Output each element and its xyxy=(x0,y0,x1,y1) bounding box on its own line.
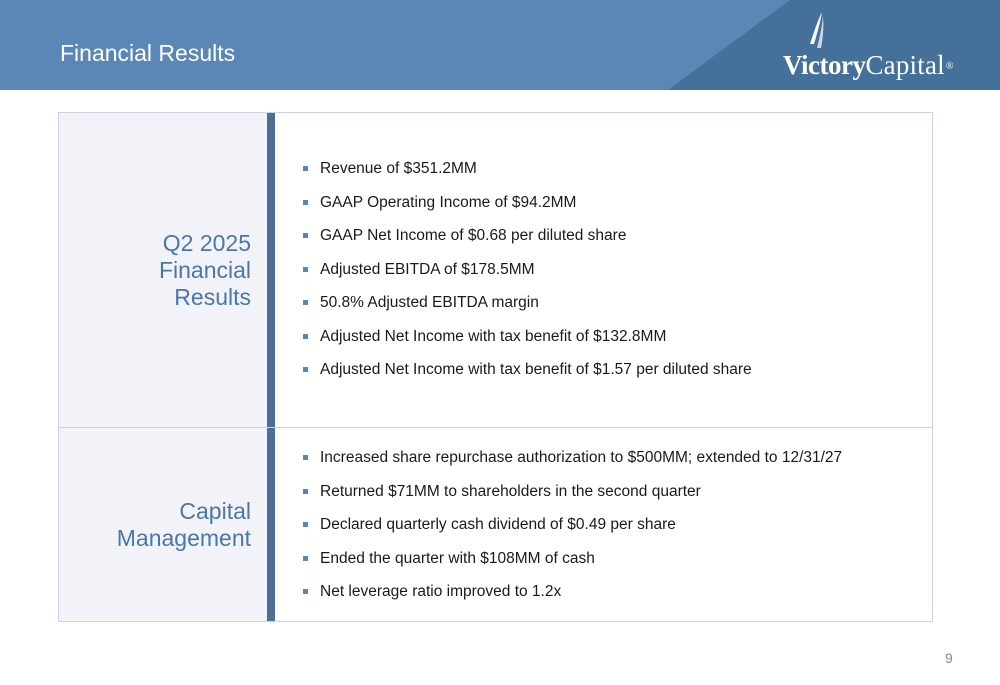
bullet-text: Revenue of $351.2MM xyxy=(320,160,477,177)
header-banner xyxy=(0,0,1000,90)
bullet-text: GAAP Operating Income of $94.2MM xyxy=(320,193,577,211)
square-bullet-icon xyxy=(303,455,308,460)
square-bullet-icon xyxy=(303,267,308,272)
bullet-text: Declared quarterly cash dividend of $0.49 per share xyxy=(320,516,676,533)
bullet-text: Ended the quarter with $108MM of cash xyxy=(320,549,595,567)
square-bullet-icon xyxy=(303,522,308,527)
registered-mark: ® xyxy=(945,61,954,72)
bullet-text: Adjusted EBITDA of $178.5MM xyxy=(320,260,535,278)
square-bullet-icon xyxy=(303,489,308,494)
section-label-line: Q2 2025 xyxy=(162,230,251,256)
page-number: 9 xyxy=(945,650,953,666)
bullet-item xyxy=(303,515,842,549)
bullet-list xyxy=(303,159,752,394)
section-label-cell xyxy=(59,113,267,427)
bullet-item xyxy=(303,327,752,361)
results-table xyxy=(58,112,933,622)
bullet-item xyxy=(303,260,752,294)
square-bullet-icon xyxy=(303,200,308,205)
section-label-line: Results xyxy=(174,284,251,310)
square-bullet-icon xyxy=(303,233,308,238)
section-label-cell xyxy=(59,428,267,621)
section-label xyxy=(159,230,251,311)
square-bullet-icon xyxy=(303,556,308,561)
section-accent-bar xyxy=(267,113,275,427)
bullet-item xyxy=(303,549,842,583)
bullet-item xyxy=(303,193,752,227)
logo-wordmark xyxy=(783,49,953,81)
bullet-text: GAAP Net Income of $0.68 per diluted share xyxy=(320,227,627,244)
section-content-cell xyxy=(275,428,932,621)
bullet-text: Net leverage ratio improved to 1.2x xyxy=(320,583,562,600)
square-bullet-icon xyxy=(303,367,308,372)
bullet-item xyxy=(303,582,842,616)
company-logo xyxy=(783,10,983,82)
logo-name-bold: Victory xyxy=(783,50,866,80)
bullet-text: Adjusted Net Income with tax benefit of $1.57 per diluted share xyxy=(320,361,752,378)
square-bullet-icon xyxy=(303,300,308,305)
bullet-item xyxy=(303,360,752,394)
bullet-text: 50.8% Adjusted EBITDA margin xyxy=(320,294,539,311)
section-label-line: Capital xyxy=(179,498,251,524)
section-content-cell xyxy=(275,113,932,427)
bullet-item xyxy=(303,482,842,516)
section-label-line: Management xyxy=(116,525,251,551)
bullet-list xyxy=(303,448,842,616)
square-bullet-icon xyxy=(303,589,308,594)
bullet-text: Adjusted Net Income with tax benefit of $132.8MM xyxy=(320,327,667,345)
feather-logo-icon xyxy=(805,10,835,54)
square-bullet-icon xyxy=(303,166,308,171)
bullet-item xyxy=(303,226,752,260)
bullet-text: Increased share repurchase authorization to $500MM; extended to 12/31/27 xyxy=(320,449,843,466)
section-financial-results xyxy=(59,113,932,428)
bullet-text: Returned $71MM to shareholders in the second quarter xyxy=(320,482,701,500)
bullet-item xyxy=(303,159,752,193)
section-label-line: Financial xyxy=(158,257,251,283)
square-bullet-icon xyxy=(303,334,308,339)
bullet-item xyxy=(303,293,752,327)
section-capital-management xyxy=(59,428,932,621)
logo-name-regular: Capital xyxy=(865,50,945,80)
bullet-item xyxy=(303,448,842,482)
section-label xyxy=(117,498,251,552)
section-accent-bar xyxy=(267,428,275,621)
page-title: Financial Results xyxy=(60,40,236,66)
